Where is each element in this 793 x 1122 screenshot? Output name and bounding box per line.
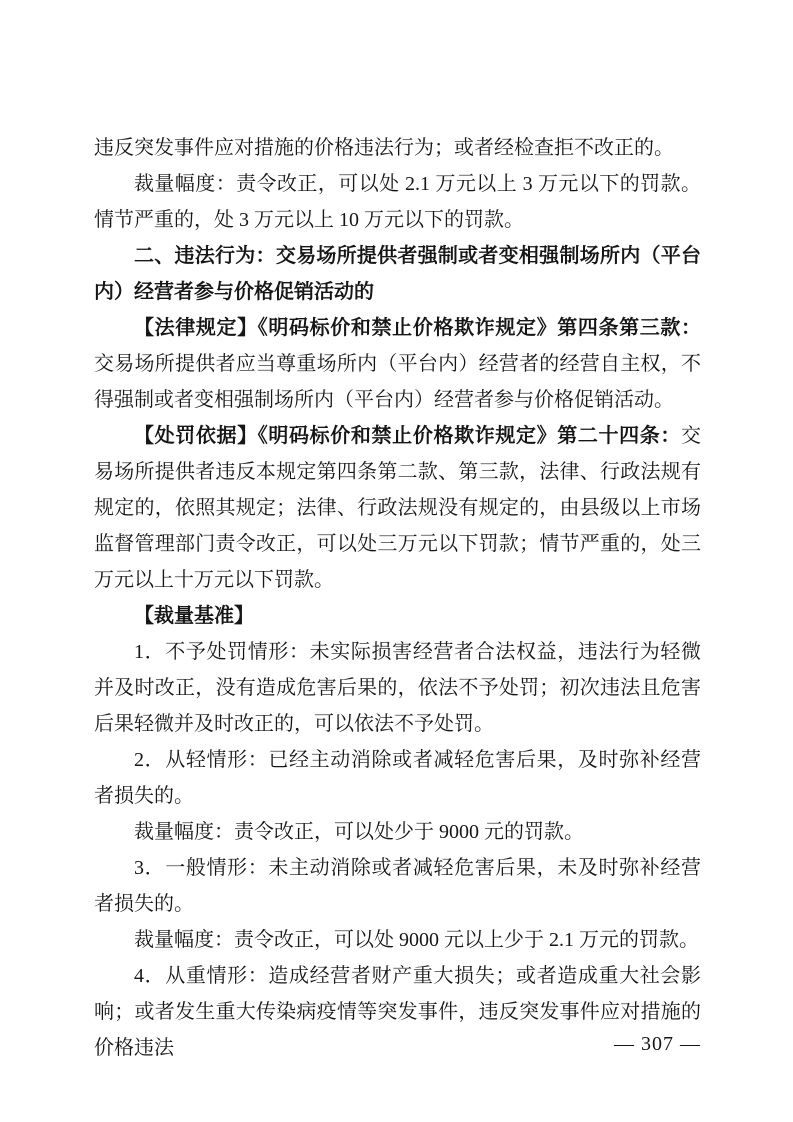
paragraph-9 xyxy=(94,814,701,850)
text-segment: 裁量幅度：责令改正，可以处 2.1 万元以上 3 万元以下的罚款。情节严重的，处 3 万元以上 10 万元以下的罚款。 xyxy=(94,173,701,231)
paragraph-10 xyxy=(94,850,701,922)
paragraph-11 xyxy=(94,922,701,958)
text-segment: 1．不予处罚情形：未实际损害经营者合法权益，违法行为轻微并及时改正，没有造成危害后果的，依法不予处罚；初次违法且危害后果轻微并及时改正的，可以依法不予处罚。 xyxy=(94,641,701,735)
text-segment: 违反突发事件应对措施的价格违法行为；或者经检查拒不改正的。 xyxy=(94,137,674,159)
paragraph-1 xyxy=(94,130,701,166)
bold-text-segment: 【处罚依据】《明码标价和禁止价格欺诈规定》第二十四条： xyxy=(134,425,681,447)
paragraph-7 xyxy=(94,634,701,742)
bold-text-segment: 【法律规定】《明码标价和禁止价格欺诈规定》第四条第三款： xyxy=(134,317,701,339)
text-segment: 裁量幅度：责令改正，可以处 9000 元以上少于 2.1 万元的罚款。 xyxy=(134,929,699,951)
page-footer xyxy=(614,1030,701,1058)
paragraph-8 xyxy=(94,742,701,814)
bold-text-segment: 【裁量基准】 xyxy=(134,605,254,627)
paragraph-6 xyxy=(94,598,701,634)
text-segment: 交易场所提供者应当尊重场所内（平台内）经营者的经营自主权，不得强制或者变相强制场所内（平台内）经营者参与价格促销活动。 xyxy=(94,353,701,411)
paragraph-3 xyxy=(94,238,701,310)
text-segment: 交易场所提供者违反本规定第四条第二款、第三款，法律、行政法规有规定的，依照其规定；法律、行政法规没有规定的，由县级以上市场监督管理部门责令改正，可以处三万元以下罚款；情节严重的，处三万元以上十万元以下罚款。 xyxy=(94,425,701,591)
bold-text-segment: 二、违法行为：交易场所提供者强制或者变相强制场所内（平台内）经营者参与价格促销活动的 xyxy=(94,245,701,303)
paragraph-5 xyxy=(94,418,701,598)
document-body xyxy=(94,130,701,1066)
text-segment: 裁量幅度：责令改正，可以处少于 9000 元的罚款。 xyxy=(134,821,584,843)
text-segment: 4．从重情形：造成经营者财产重大损失；或者造成重大社会影响；或者发生重大传染病疫情等突发事件，违反突发事件应对措施的价格违法 xyxy=(94,965,701,1059)
page-number: — 307 — xyxy=(614,1033,701,1055)
paragraph-4 xyxy=(94,310,701,418)
text-segment: 3．一般情形：未主动消除或者减轻危害后果，未及时弥补经营者损失的。 xyxy=(94,857,701,915)
paragraph-2 xyxy=(94,166,701,238)
paragraph-12 xyxy=(94,958,701,1066)
text-segment: 2．从轻情形：已经主动消除或者减轻危害后果，及时弥补经营者损失的。 xyxy=(94,749,701,807)
